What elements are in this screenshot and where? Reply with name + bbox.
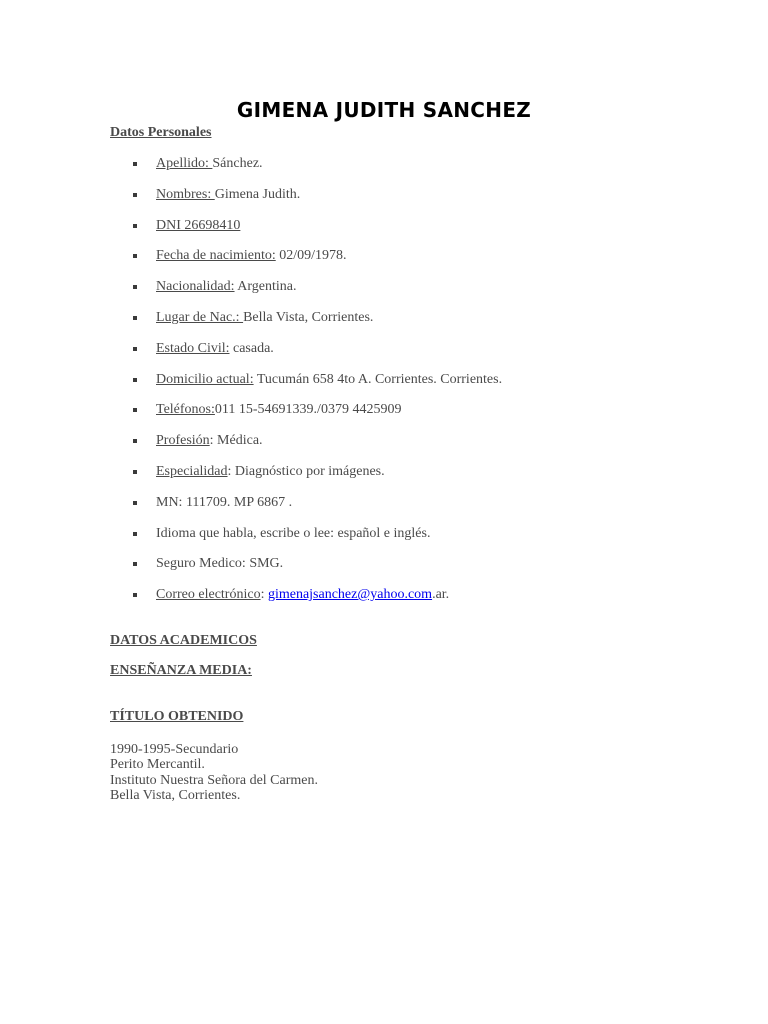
field-value: 02/09/1978. — [275, 248, 347, 264]
square-bullet-icon — [133, 501, 137, 505]
list-item-matricula — [110, 491, 502, 522]
square-bullet-icon — [133, 378, 137, 382]
academic-data-heading: DATOS ACADEMICOS — [110, 633, 257, 648]
secondary-education-heading: ENSEÑANZA MEDIA: — [110, 663, 252, 678]
personal-data-heading: Datos Personales — [110, 125, 212, 140]
field-separator: : — [260, 587, 268, 603]
square-bullet-icon — [133, 408, 137, 412]
square-bullet-icon — [133, 532, 137, 536]
square-bullet-icon — [133, 439, 137, 443]
degree-details — [110, 742, 318, 803]
list-item-dni — [110, 214, 502, 245]
field-value: Seguro Medico: SMG. — [156, 556, 284, 572]
square-bullet-icon — [133, 316, 137, 320]
field-value: Sánchez. — [212, 156, 263, 171]
list-item-fecha-nacimiento — [110, 244, 502, 275]
list-item-idioma — [110, 522, 502, 553]
square-bullet-icon — [133, 224, 137, 228]
square-bullet-icon — [133, 347, 137, 351]
field-value: Bella Vista, Corrientes. — [243, 309, 374, 325]
square-bullet-icon — [133, 285, 137, 289]
list-item-profesion — [110, 429, 502, 460]
field-value: Tucumán 658 4to A. Corrientes. Corrientes. — [253, 371, 503, 387]
degree-heading: TÍTULO OBTENIDO — [110, 709, 244, 724]
field-value: Argentina. — [234, 279, 297, 295]
email-link[interactable]: gimenajsanchez@yahoo.com — [267, 587, 433, 603]
field-value: MN: 111709. MP 6867 . — [156, 494, 293, 510]
square-bullet-icon — [133, 254, 137, 258]
list-item-domicilio — [110, 368, 502, 399]
square-bullet-icon — [133, 470, 137, 474]
list-item-correo — [110, 583, 502, 614]
field-label: Nacionalidad: — [156, 279, 235, 295]
field-label: Apellido: — [156, 156, 213, 171]
list-item-apellido — [110, 152, 502, 183]
field-label: Nombres: — [156, 186, 215, 202]
square-bullet-icon — [133, 162, 137, 166]
field-value: Gimena Judith. — [214, 186, 301, 202]
list-item-nacionalidad — [110, 275, 502, 306]
degree-line-institution: Instituto Nuestra Señora del Carmen. — [110, 772, 319, 788]
degree-line-years: 1990-1995-Secundario — [110, 742, 239, 757]
list-item-especialidad — [110, 460, 502, 491]
field-value: : Diagnóstico por imágenes. — [227, 463, 385, 479]
page-title: GIMENA JUDITH SANCHEZ — [236, 98, 532, 122]
field-label: Especialidad — [156, 463, 228, 479]
list-item-telefonos — [110, 398, 502, 429]
field-label: Lugar de Nac.: — [156, 309, 244, 325]
square-bullet-icon — [133, 562, 137, 566]
field-label: Domicilio actual: — [156, 371, 254, 387]
degree-line-location: Bella Vista, Corrientes. — [110, 787, 241, 803]
field-value: : Médica. — [209, 433, 263, 449]
list-item-nombres — [110, 183, 502, 214]
list-item-seguro-medico — [110, 552, 502, 583]
field-label: Fecha de nacimiento: — [156, 248, 276, 264]
list-item-lugar-nacimiento — [110, 306, 502, 337]
field-label: Correo electrónico — [156, 587, 261, 603]
email-suffix: .ar. — [432, 587, 450, 603]
field-label: Estado Civil: — [156, 340, 230, 356]
list-item-estado-civil — [110, 337, 502, 368]
personal-data-list — [110, 152, 502, 614]
field-label: DNI 26698410 — [156, 217, 241, 233]
field-value: 011 15-54691339./0379 4425909 — [214, 402, 402, 418]
square-bullet-icon — [133, 193, 137, 197]
field-value: casada. — [229, 340, 274, 356]
degree-line-title: Perito Mercantil. — [110, 757, 205, 773]
field-value: Idioma que habla, escribe o lee: español e inglés. — [156, 525, 431, 541]
square-bullet-icon — [133, 593, 137, 597]
field-label: Teléfonos: — [156, 402, 215, 418]
field-label: Profesión — [156, 433, 210, 449]
